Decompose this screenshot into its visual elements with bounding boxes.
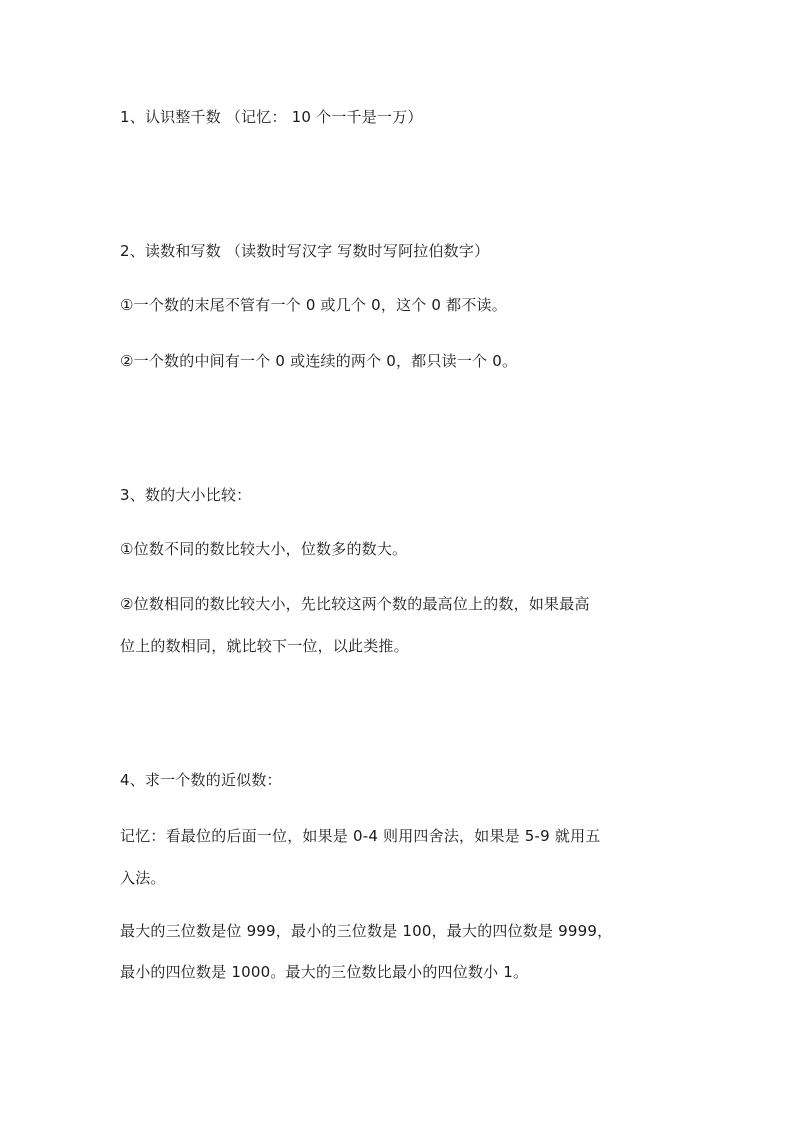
section-4-point-2-cont: 最小的四位数是 1000。最大的三位数比最小的四位数小 1。 [120, 963, 529, 981]
section-3-heading: 3、数的大小比较： [120, 486, 252, 504]
section-4-point-1: 记忆：看最位的后面一位，如果是 0-4 则用四舍法，如果是 5-9 就用五 [120, 827, 601, 845]
section-3-point-1: ①位数不同的数比较大小，位数多的数大。 [120, 540, 408, 558]
section-4-point-2: 最大的三位数是位 999，最小的三位数是 100，最大的四位数是 9999， [120, 922, 613, 940]
section-2-heading: 2、读数和写数 （读数时写汉字 写数时写阿拉伯数字） [120, 242, 490, 260]
section-3-point-2: ②位数相同的数比较大小，先比较这两个数的最高位上的数，如果最高 [120, 595, 590, 613]
section-4-point-1-cont: 入法。 [120, 869, 166, 887]
section-3-point-2-cont: 位上的数相同，就比较下一位，以此类推。 [120, 637, 409, 655]
section-2-point-1: ①一个数的末尾不管有一个 0 或几个 0，这个 0 都不读。 [120, 296, 507, 314]
section-2-point-2: ②一个数的中间有一个 0 或连续的两个 0，都只读一个 0。 [120, 352, 518, 370]
section-4-heading: 4、求一个数的近似数： [120, 771, 282, 789]
section-1-heading: 1、认识整千数 （记忆： 10 个一千是一万） [120, 108, 423, 126]
